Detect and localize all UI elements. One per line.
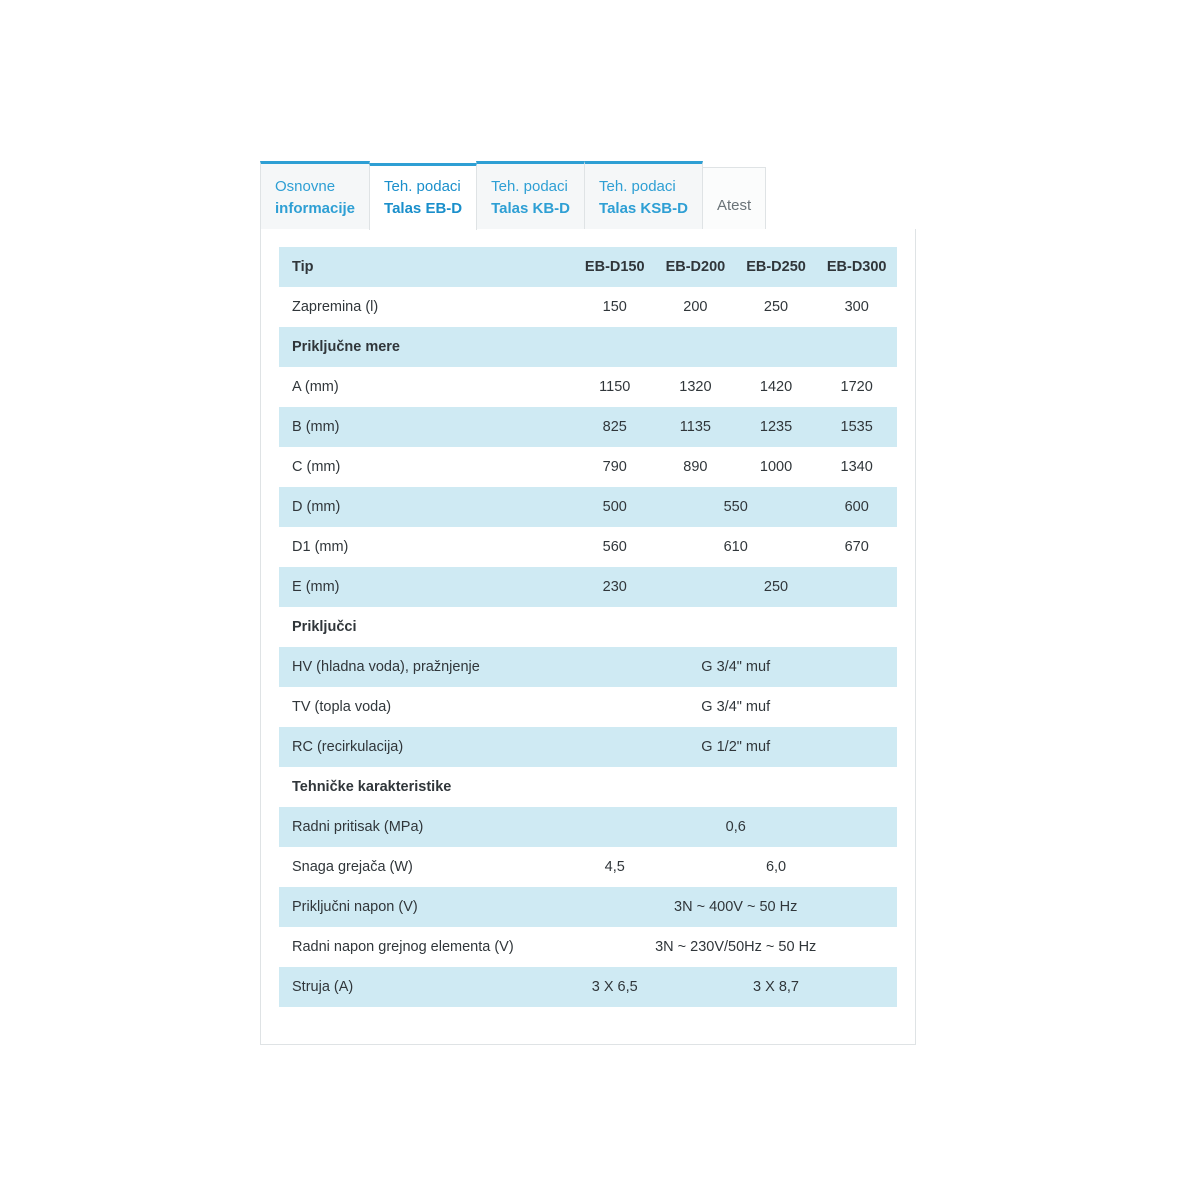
- row-label: Snaga grejača (W): [292, 859, 413, 875]
- row-value: 1720: [840, 379, 873, 395]
- row-value: 0,6: [725, 819, 746, 835]
- tab-label-line1: Teh. podaci: [491, 178, 568, 195]
- row-label: Zapremina (l): [292, 299, 379, 315]
- tab-teh-podaci-talas-kb-d[interactable]: [476, 161, 585, 230]
- row-label: Tehničke karakteristike: [292, 779, 452, 795]
- row-label: TV (topla voda): [292, 699, 392, 715]
- row-label: D1 (mm): [292, 539, 349, 555]
- tab-label-line2: Talas KSB-D: [599, 200, 688, 217]
- table-row: [279, 447, 897, 487]
- row-value: 825: [602, 419, 627, 435]
- row-value: 890: [683, 459, 708, 475]
- row-value: 610: [723, 539, 748, 555]
- row-value: 1150: [599, 379, 631, 395]
- row-value: 670: [844, 539, 869, 555]
- row-value: 6,0: [765, 859, 787, 875]
- row-empty: [574, 327, 897, 367]
- row-value: G 1/2" muf: [701, 739, 771, 755]
- row-value: 500: [602, 499, 627, 515]
- row-label: E (mm): [292, 579, 340, 595]
- table-row: [279, 687, 897, 727]
- row-value: 600: [844, 499, 869, 515]
- row-value: 3 X 6,5: [591, 979, 638, 995]
- row-label: Radni napon grejnog elementa (V): [292, 939, 514, 955]
- table-section-row: [279, 327, 897, 367]
- row-value: 1235: [759, 419, 793, 435]
- table-row: [279, 967, 897, 1007]
- tab-teh-podaci-talas-eb-d[interactable]: [369, 163, 477, 230]
- tab-panel-teh-podaci-talas-eb-d: [260, 229, 916, 1045]
- row-empty: [574, 607, 897, 647]
- row-label: Priključci: [292, 619, 357, 635]
- tab-teh-podaci-talas-ksb-d[interactable]: [584, 161, 703, 230]
- tab-label-line2: Talas KB-D: [491, 200, 571, 217]
- table-header-row: [279, 247, 897, 287]
- table-section-row: [279, 767, 897, 807]
- row-value: 250: [763, 579, 789, 595]
- tab-label-line2: informacije: [275, 200, 356, 217]
- table-row: [279, 927, 897, 967]
- row-value: G 3/4" muf: [701, 699, 771, 715]
- row-value: 150: [602, 299, 627, 315]
- tab-label-line1: Teh. podaci: [384, 178, 461, 195]
- row-value: 230: [602, 579, 627, 595]
- tab-osnovne-informacije[interactable]: [260, 161, 370, 230]
- row-label: Struja (A): [292, 979, 354, 995]
- row-value: 790: [602, 459, 627, 475]
- table-row: [279, 887, 897, 927]
- tab-list: [260, 152, 916, 230]
- row-value: 1000: [759, 459, 793, 475]
- row-value: 200: [683, 299, 708, 315]
- row-label: RC (recirkulacija): [292, 739, 404, 755]
- table-row: [279, 287, 897, 327]
- row-value: 3N ~ 230V/50Hz ~ 50 Hz: [655, 939, 817, 955]
- table-row: [279, 487, 897, 527]
- row-label: Priključne mere: [292, 339, 400, 355]
- row-value: 1135: [679, 419, 711, 435]
- table-section-row: [279, 607, 897, 647]
- tab-label-line2: Atest: [716, 197, 752, 214]
- row-label: Priključni napon (V): [292, 899, 418, 915]
- row-label: Radni pritisak (MPa): [292, 819, 424, 835]
- row-value: 3N ~ 400V ~ 50 Hz: [674, 899, 798, 915]
- specifications-table: [279, 247, 897, 1007]
- row-value: 1420: [759, 379, 793, 395]
- table-row: [279, 567, 897, 607]
- row-label: D (mm): [292, 499, 341, 515]
- table-row: [279, 847, 897, 887]
- row-value: 250: [763, 299, 789, 315]
- row-empty: [574, 767, 897, 807]
- table-row: [279, 407, 897, 447]
- column-header-model: EB-D150: [584, 259, 645, 275]
- row-label: A (mm): [292, 379, 339, 395]
- row-label: C (mm): [292, 459, 341, 475]
- row-value: 3 X 8,7: [753, 979, 799, 995]
- row-value: G 3/4" muf: [701, 659, 771, 675]
- column-header-model: EB-D300: [826, 259, 887, 275]
- row-value: 1320: [679, 379, 712, 395]
- tab-label-line2: Talas EB-D: [384, 200, 463, 217]
- column-header-model: EB-D250: [746, 259, 806, 275]
- product-tabs-panel: [260, 152, 916, 1046]
- column-header-model: EB-D200: [665, 259, 726, 275]
- row-value: 1535: [840, 419, 873, 435]
- table-row: [279, 647, 897, 687]
- tab-atest[interactable]: [702, 167, 766, 230]
- row-value: 300: [844, 299, 869, 315]
- row-value: 560: [602, 539, 627, 555]
- row-value: 1340: [840, 459, 873, 475]
- table-row: [279, 727, 897, 767]
- row-value: 4,5: [604, 859, 625, 875]
- row-label: HV (hladna voda), pražnjenje: [292, 659, 480, 675]
- row-value: 550: [723, 499, 748, 515]
- tab-label-line1: Osnovne: [275, 178, 336, 195]
- table-row: [279, 367, 897, 407]
- row-label: B (mm): [292, 419, 340, 435]
- tab-label-line1: Teh. podaci: [599, 178, 676, 195]
- table-row: [279, 527, 897, 567]
- column-header-type: Tip: [292, 259, 314, 275]
- table-row: [279, 807, 897, 847]
